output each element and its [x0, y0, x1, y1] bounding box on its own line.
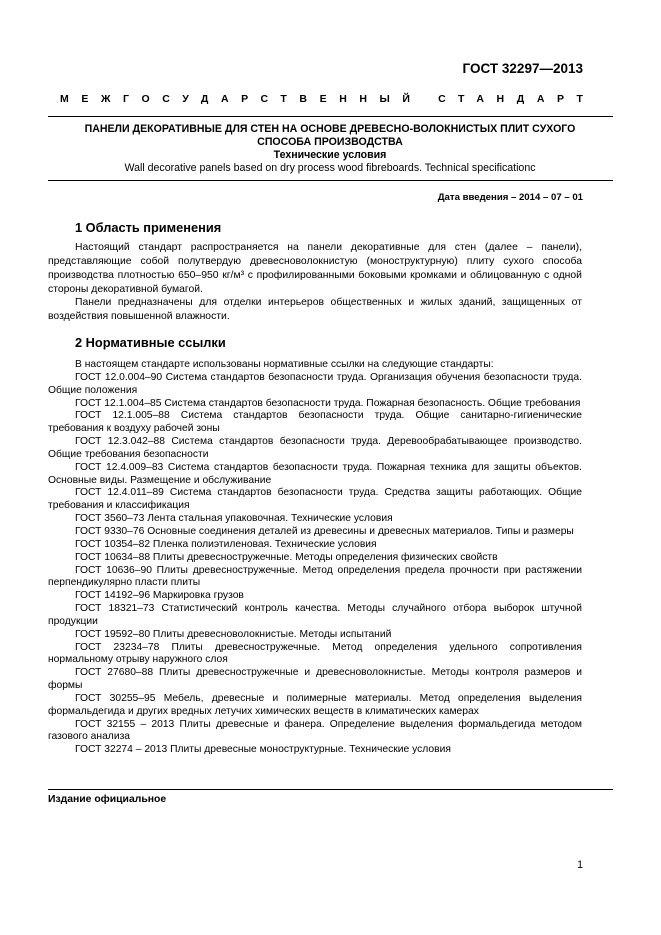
reference-item: ГОСТ 9330–76 Основные соединения деталей из древесины и древесных материалов. Типы и размеры: [75, 525, 574, 537]
section-1-heading: 1 Область применения: [75, 220, 222, 235]
standard-type-label: МЕЖГОСУДАРСТВЕННЫЙ СТАНДАРТ: [60, 93, 596, 105]
reference-item: ГОСТ 12.0.004–90 Система стандартов безопасности труда. Организация обучения безопасности труда. Общие положения: [48, 371, 582, 396]
reference-item: ГОСТ 3560–73 Лента стальная упаковочная. Технические условия: [75, 513, 393, 525]
reference-item: ГОСТ 10634–88 Плиты древесностружечные. Методы определения физических свойств: [75, 551, 498, 563]
reference-item: ГОСТ 32155 – 2013 Плиты древесные и фанера. Определение выделения формальдегида методом газового анализа: [48, 718, 582, 743]
reference-item: ГОСТ 18321–73 Статистический контроль качества. Методы случайного отбора выборок штучной продукции: [48, 603, 582, 627]
reference-item: ГОСТ 32274 – 2013 Плиты древесные моноструктурные. Технические условия: [75, 744, 451, 756]
title-divider: [48, 180, 613, 181]
footer-divider: [48, 789, 613, 790]
reference-item: ГОСТ 12.1.005–88 Система стандартов безопасности труда. Общие санитарно-гигиенические требования к воздуху рабочей зоны: [48, 410, 582, 435]
section-1-paragraph-2: Панели предназначены для отделки интерьеров общественных и жилых зданий, защищенных от воздействия повышенной влажности.: [48, 297, 582, 322]
references-intro: В настоящем стандарте использованы нормативные ссылки на следующие стандарты:: [75, 359, 494, 370]
reference-item: ГОСТ 19592–80 Плиты древесноволокнистые. Методы испытаний: [75, 628, 392, 640]
reference-item: ГОСТ 14192–96 Маркировка грузов: [75, 590, 244, 602]
official-edition-label: Издание официальное: [48, 794, 167, 805]
reference-item: ГОСТ 27680–88 Плиты древесностружечные и древесноволокнистые. Методы контроля размеров и формы: [48, 667, 582, 692]
title-ru-line1: ПАНЕЛИ ДЕКОРАТИВНЫЕ ДЛЯ СТЕН НА ОСНОВЕ ДРЕВЕСНО-ВОЛОКНИСТЫХ ПЛИТ СУХОГО: [84, 123, 576, 135]
page-number: 1: [577, 859, 583, 871]
section-1-paragraph-1: Настоящий стандарт распространяется на панели декоративные для стен (далее – панели), представляющие собой полутвердую древесноволокнистую (моноструктурную) плиту сухого способа производства плотностью 650–950 кг/м³ с профилированными боковыми кромками и облицованную с одной стороны декоративной бумагой.: [48, 242, 582, 295]
reference-item: ГОСТ 23234–78 Плиты древесностружечные. Метод определения удельного сопротивления нормальному отрыву наружного слоя: [48, 641, 582, 666]
section-2-heading: 2 Нормативные ссылки: [75, 335, 226, 350]
reference-item: ГОСТ 12.4.011–89 Система стандартов безопасности труда. Средства защиты работающих. Общие требования и классификация: [48, 487, 582, 512]
references-list: [48, 359, 582, 757]
reference-item: ГОСТ 12.4.009–83 Система стандартов безопасности труда. Пожарная техника для защиты объектов. Основные виды. Размещение и обслуживание: [48, 461, 582, 486]
reference-item: ГОСТ 30255–95 Мебель, древесные и полимерные материалы. Метод определения выделения формальдегида и других вредных летучих химических веществ в климатических камерах: [48, 692, 582, 717]
top-divider: [48, 116, 613, 117]
reference-item: ГОСТ 12.3.042–88 Система стандартов безопасности труда. Деревообрабатывающее производство. Общие требования безопасности: [48, 436, 582, 460]
gost-number: ГОСТ 32297—2013: [462, 61, 583, 76]
title-subtitle: Технические условия: [273, 149, 387, 161]
title-block: [48, 123, 612, 175]
title-ru-line2: СПОСОБА ПРОИЗВОДСТВА: [257, 136, 403, 148]
title-english: Wall decorative panels based on dry process wood fibreboards. Technical specificationс: [124, 162, 536, 174]
introduction-date: Дата введения – 2014 – 07 – 01: [437, 192, 583, 203]
reference-item: ГОСТ 10636–90 Плиты древесностружечные. Метод определения предела прочности при растяжении перпендикулярно пласти плиты: [48, 564, 582, 589]
reference-item: ГОСТ 12.1.004–85 Система стандартов безопасности труда. Пожарная безопасность. Общие требования: [75, 397, 581, 409]
reference-item: ГОСТ 10354–82 Пленка полиэтиленовая. Технические условия: [75, 538, 377, 550]
